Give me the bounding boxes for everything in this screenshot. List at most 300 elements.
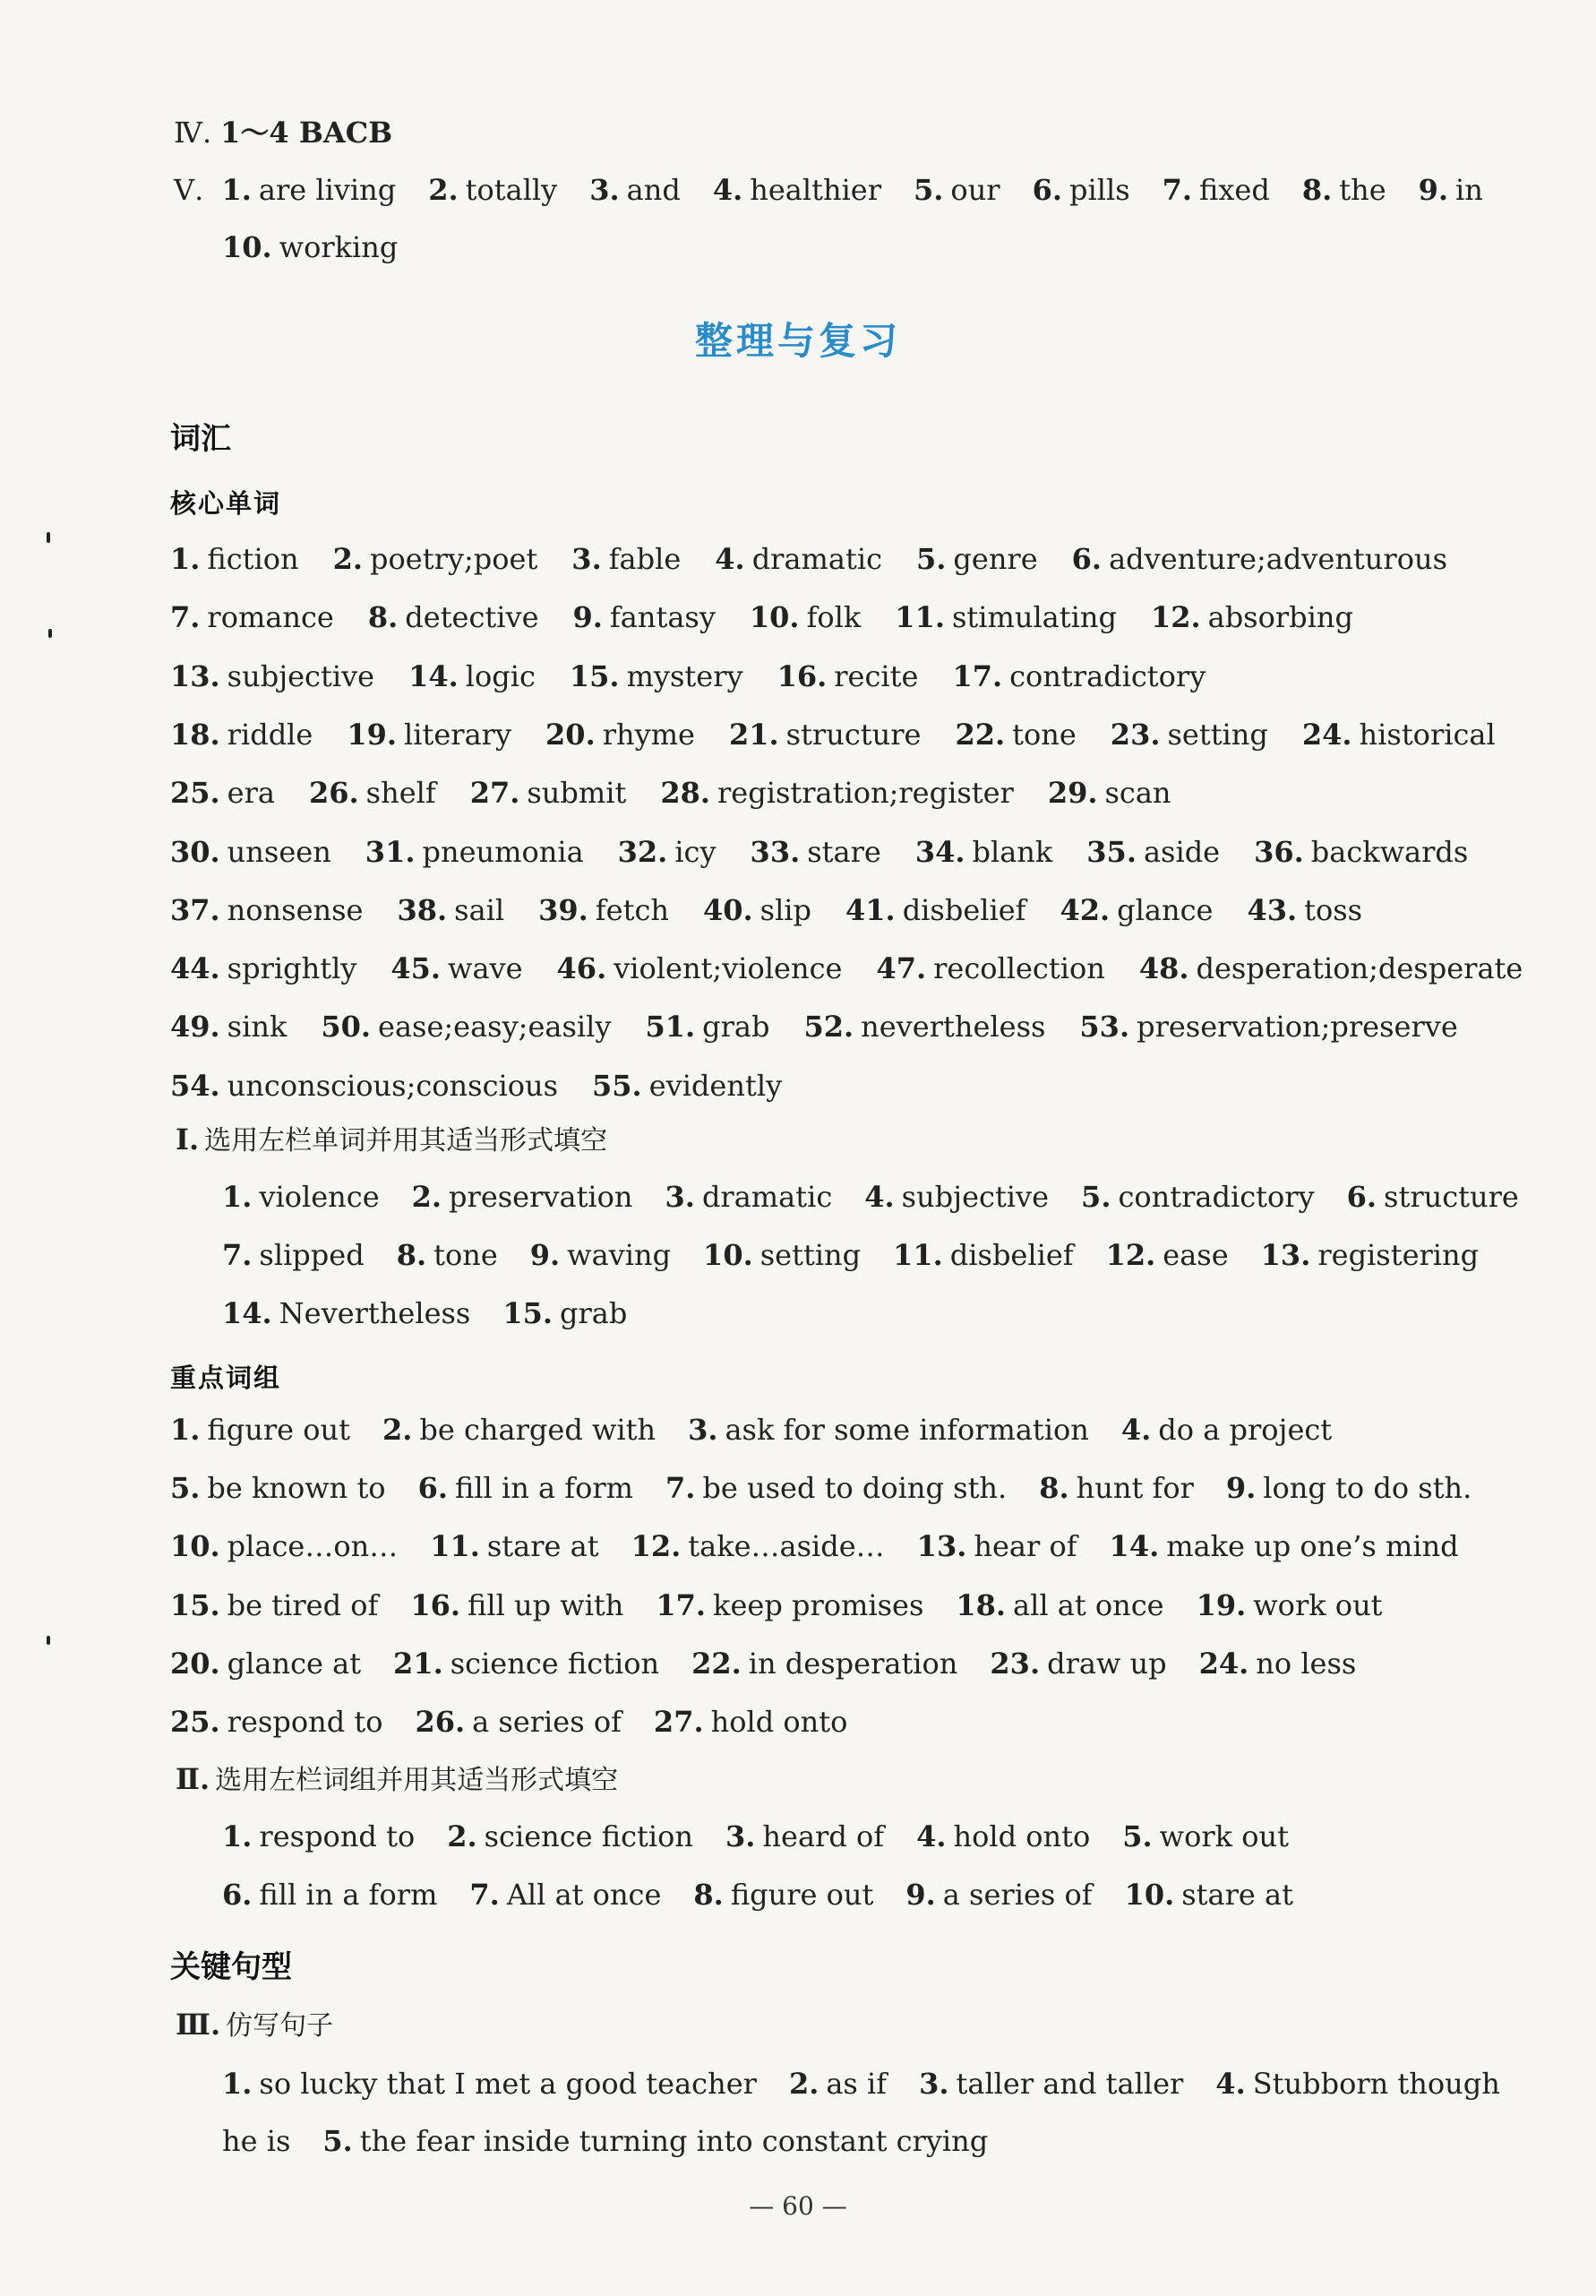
answer-item xyxy=(222,229,398,265)
item-number: 4. xyxy=(1215,2067,1246,2101)
answer-item xyxy=(789,2066,887,2102)
answer-line xyxy=(170,1587,1524,1623)
item-number: 7. xyxy=(665,1471,696,1506)
answer-item xyxy=(222,1179,380,1215)
answer-item xyxy=(618,834,716,870)
answer-line xyxy=(170,1704,1524,1740)
answer-item xyxy=(917,1528,1077,1564)
item-number: 45. xyxy=(390,951,442,986)
item-number: 11. xyxy=(893,1238,943,1272)
item-text: fiction xyxy=(207,542,299,576)
item-text: our xyxy=(950,173,1000,207)
item-text: adventure;adventurous xyxy=(1109,542,1447,576)
item-number: 19. xyxy=(347,717,398,752)
item-text: pills xyxy=(1069,173,1130,207)
item-number: 53. xyxy=(1079,1010,1130,1045)
item-number: 10. xyxy=(1124,1878,1175,1912)
answer-item xyxy=(688,1412,1089,1448)
answer-item xyxy=(956,1587,1163,1623)
item-text: aside xyxy=(1143,834,1221,869)
answer-line xyxy=(170,541,1524,577)
answer-line xyxy=(170,950,1524,986)
answer-item xyxy=(990,1646,1166,1681)
answer-item xyxy=(1151,599,1353,635)
item-text: the xyxy=(1339,173,1386,207)
answer-item xyxy=(1302,172,1386,208)
answer-item xyxy=(170,1412,350,1448)
item-number: 11. xyxy=(430,1529,480,1564)
answer-item xyxy=(1079,1009,1457,1045)
item-number: 21. xyxy=(393,1646,443,1681)
item-number: 8. xyxy=(1301,173,1333,207)
item-text: ask for some information xyxy=(725,1413,1089,1447)
item-text: wave xyxy=(448,951,523,986)
item-number: 29. xyxy=(1047,776,1098,811)
answer-item xyxy=(530,1237,671,1273)
answer-item xyxy=(170,1009,287,1045)
item-number: 27. xyxy=(469,776,520,811)
item-number: 2. xyxy=(382,1413,413,1447)
answer-line xyxy=(170,1068,1524,1104)
answer-item xyxy=(368,599,539,635)
item-number: 9. xyxy=(572,600,603,635)
item-text: violence xyxy=(259,1180,380,1214)
answer-item xyxy=(469,1877,661,1913)
item-number: 52. xyxy=(803,1010,854,1045)
item-number: 5. xyxy=(1081,1180,1111,1214)
item-text: folk xyxy=(806,600,862,635)
answer-item xyxy=(703,892,811,928)
answer-item xyxy=(397,1237,498,1273)
roman-numeral: Ⅳ. xyxy=(174,116,212,150)
item-number: 2. xyxy=(447,1819,477,1853)
answer-item xyxy=(502,1295,627,1331)
item-number: 12. xyxy=(631,1529,682,1564)
item-number: 41. xyxy=(845,892,896,927)
item-number: 4. xyxy=(715,542,745,576)
answer-item xyxy=(321,1009,611,1045)
answer-item xyxy=(1060,892,1214,928)
answer-item xyxy=(905,1877,1092,1913)
item-text: all at once xyxy=(1013,1587,1164,1622)
item-number: 49. xyxy=(170,1010,220,1045)
key-phrases-heading: 重点词组 xyxy=(170,1363,282,1393)
answer-row-v-continued xyxy=(222,229,1524,265)
item-text: fill in a form xyxy=(259,1878,438,1912)
item-text: sink xyxy=(227,1010,287,1045)
item-text: poetry;poet xyxy=(370,542,538,576)
answer-item xyxy=(390,950,522,986)
item-number: 19. xyxy=(1196,1587,1247,1622)
answer-item xyxy=(1261,1237,1479,1273)
item-number: 14. xyxy=(1109,1529,1160,1564)
item-number: 30. xyxy=(170,834,220,869)
item-text: recite xyxy=(834,658,919,693)
item-text: he is xyxy=(222,2124,291,2158)
item-text: take…aside… xyxy=(688,1529,885,1564)
item-text: be known to xyxy=(207,1471,386,1506)
answer-item xyxy=(893,1237,1073,1273)
answer-item xyxy=(656,1587,923,1623)
item-number: 5. xyxy=(1122,1819,1153,1853)
item-text: preservation;preserve xyxy=(1137,1010,1458,1045)
item-text: preservation xyxy=(449,1180,633,1214)
item-number: 4. xyxy=(712,173,743,207)
item-text: disbelief xyxy=(949,1238,1074,1272)
item-number: 7. xyxy=(469,1878,500,1912)
answer-line xyxy=(170,599,1524,635)
item-number: 13. xyxy=(1260,1238,1311,1272)
answer-item xyxy=(845,892,1025,928)
answer-item xyxy=(803,1009,1045,1045)
answer-item xyxy=(170,717,313,752)
item-number: 23. xyxy=(990,1646,1041,1681)
item-number: 24. xyxy=(1198,1646,1249,1681)
item-number: 8. xyxy=(693,1878,724,1912)
item-text: hear of xyxy=(974,1529,1077,1564)
answer-item xyxy=(408,658,536,694)
item-number: 1. xyxy=(222,2067,253,2101)
item-number: 13. xyxy=(170,658,220,693)
scan-mark xyxy=(47,1636,50,1645)
item-text: violent;violence xyxy=(614,951,843,986)
item-number: 17. xyxy=(656,1587,707,1622)
answer-item xyxy=(1111,717,1268,752)
task-title: 选用左栏词组并用其适当形式填空 xyxy=(215,1765,619,1796)
item-text: respond to xyxy=(227,1705,383,1739)
answer-item xyxy=(693,1877,873,1913)
answer-item xyxy=(415,1704,621,1740)
item-text: dramatic xyxy=(751,542,882,576)
item-text: working xyxy=(279,230,399,264)
item-text: Nevertheless xyxy=(279,1296,471,1330)
answer-item xyxy=(713,172,881,208)
item-number: 7. xyxy=(1162,173,1193,207)
item-number: 5. xyxy=(170,1471,201,1506)
item-text: heard of xyxy=(762,1819,885,1853)
item-number: 10. xyxy=(222,230,272,264)
answer-line xyxy=(170,1412,1524,1448)
item-text: evidently xyxy=(648,1068,783,1103)
item-number: 26. xyxy=(415,1705,466,1739)
item-text: no less xyxy=(1256,1646,1357,1681)
answer-item xyxy=(1033,172,1130,208)
item-number: 6. xyxy=(1346,1180,1377,1214)
answer-item xyxy=(170,658,374,694)
answer-item xyxy=(1139,950,1523,986)
item-number: 9. xyxy=(529,1238,561,1272)
item-text: romance xyxy=(207,600,334,635)
answer-item xyxy=(410,1587,623,1623)
answer-item xyxy=(428,172,557,208)
item-text: stare at xyxy=(486,1529,599,1564)
item-text: are living xyxy=(258,173,397,207)
answer-item xyxy=(557,950,843,986)
item-number: 31. xyxy=(365,834,416,869)
item-number: 8. xyxy=(1039,1471,1069,1506)
answer-item xyxy=(715,541,882,577)
item-text: science fiction xyxy=(450,1646,660,1681)
answer-item xyxy=(1072,541,1447,577)
item-number: 22. xyxy=(691,1646,742,1681)
answer-item xyxy=(777,658,919,694)
item-text: unconscious;conscious xyxy=(227,1068,559,1103)
answer-item xyxy=(570,658,743,694)
item-text: logic xyxy=(465,658,536,693)
item-text: taller and taller xyxy=(956,2067,1184,2101)
item-number: 21. xyxy=(728,717,779,752)
item-text: mystery xyxy=(626,658,743,693)
answer-item xyxy=(222,2123,290,2159)
item-number: 8. xyxy=(396,1238,427,1272)
answer-item xyxy=(955,717,1076,752)
answer-item xyxy=(1039,1470,1194,1506)
item-number: 5. xyxy=(915,542,947,576)
answer-item xyxy=(382,1412,656,1448)
answer-item xyxy=(170,1528,398,1564)
answer-item xyxy=(916,541,1038,577)
item-number: 6. xyxy=(1032,173,1062,207)
item-number: 1. xyxy=(170,542,201,576)
item-text: glance xyxy=(1117,892,1214,927)
item-text: unseen xyxy=(227,834,331,869)
item-text: draw up xyxy=(1047,1646,1167,1681)
item-number: 7. xyxy=(170,600,201,635)
answer-line xyxy=(170,892,1524,928)
task-title: 选用左栏单词并用其适当形式填空 xyxy=(204,1125,608,1157)
item-number: 2. xyxy=(332,542,364,576)
item-number: 25. xyxy=(170,776,220,811)
answer-line xyxy=(222,1819,1524,1854)
item-text: as if xyxy=(826,2067,888,2101)
item-text: so lucky that I met a good teacher xyxy=(259,2067,757,2101)
scan-mark xyxy=(48,629,52,638)
answer-line xyxy=(170,1646,1524,1681)
answer-item xyxy=(222,1877,437,1913)
item-text: nevertheless xyxy=(861,1010,1046,1045)
answer-line xyxy=(170,658,1524,694)
item-number: 5. xyxy=(914,173,944,207)
answer-item xyxy=(430,1528,598,1564)
item-text: fill up with xyxy=(468,1587,624,1622)
item-number: 34. xyxy=(914,834,965,869)
answer-line xyxy=(170,834,1524,870)
answer-item xyxy=(397,892,504,928)
answer-item xyxy=(170,892,363,928)
item-number: 15. xyxy=(569,658,620,693)
answer-item xyxy=(538,892,669,928)
item-text: Stubborn though xyxy=(1252,2067,1500,2101)
answer-item xyxy=(1226,1470,1472,1506)
answer-item xyxy=(222,1237,365,1273)
item-number: 13. xyxy=(916,1529,967,1564)
item-text: structure xyxy=(1384,1180,1519,1214)
item-number: 40. xyxy=(702,892,753,927)
answer-item xyxy=(1247,892,1362,928)
item-number: 25. xyxy=(170,1705,220,1739)
answer-item xyxy=(1419,172,1483,208)
item-number: 6. xyxy=(1071,542,1103,576)
answer-item xyxy=(645,1009,769,1045)
item-text: dramatic xyxy=(701,1180,833,1214)
item-number: 2. xyxy=(788,2067,819,2101)
answer-item xyxy=(589,172,681,208)
item-text: ease xyxy=(1163,1238,1229,1272)
answer-line xyxy=(170,1470,1524,1506)
item-text: science fiction xyxy=(484,1819,693,1853)
answer-item xyxy=(322,2123,988,2159)
item-number: 27. xyxy=(653,1705,704,1739)
answer-item xyxy=(1254,834,1468,870)
answer-item xyxy=(1302,717,1496,752)
item-text: nonsense xyxy=(227,892,364,927)
core-words-heading: 核心单词 xyxy=(170,488,282,519)
item-number: 26. xyxy=(308,776,359,811)
item-number: 20. xyxy=(170,1646,220,1681)
answer-item xyxy=(1110,1528,1459,1564)
answer-item xyxy=(914,172,1000,208)
item-number: 36. xyxy=(1254,834,1304,869)
answer-item xyxy=(170,1068,558,1104)
item-text: submit xyxy=(527,776,627,811)
item-number: 55. xyxy=(592,1068,642,1103)
item-text: contradictory xyxy=(1009,658,1206,693)
answer-item xyxy=(1081,1179,1315,1215)
item-text: do a project xyxy=(1158,1413,1333,1447)
item-number: 38. xyxy=(397,892,448,927)
answer-item xyxy=(1197,1587,1383,1623)
item-text: backwards xyxy=(1310,834,1469,869)
item-number: 28. xyxy=(660,776,710,811)
answer-item xyxy=(864,1179,1049,1215)
answer-item xyxy=(665,1470,1007,1506)
answer-item xyxy=(170,1646,361,1681)
item-text: sail xyxy=(454,892,505,927)
item-text: slip xyxy=(759,892,812,927)
item-text: hold onto xyxy=(710,1705,848,1739)
item-number: 10. xyxy=(703,1238,753,1272)
item-text: be charged with xyxy=(419,1413,656,1447)
section-title: 整理与复习 xyxy=(694,319,901,363)
answer-item xyxy=(631,1528,885,1564)
answer-line xyxy=(170,717,1524,752)
item-number: 2. xyxy=(428,173,459,207)
item-text: disbelief xyxy=(902,892,1026,927)
answer-line xyxy=(222,2066,1524,2102)
roman-numeral: Ⅰ. xyxy=(176,1122,200,1157)
answer-item xyxy=(170,1587,378,1623)
item-text: tone xyxy=(1012,717,1077,752)
item-number: 9. xyxy=(1225,1471,1257,1506)
item-text: slipped xyxy=(259,1238,365,1272)
item-text: recollection xyxy=(933,951,1105,986)
item-number: 10. xyxy=(170,1529,220,1564)
item-number: 6. xyxy=(417,1471,448,1506)
item-number: 17. xyxy=(952,658,1003,693)
item-number: 14. xyxy=(222,1296,272,1330)
item-text: grab xyxy=(560,1296,628,1330)
item-number: 16. xyxy=(777,658,828,693)
answer-item xyxy=(418,1470,633,1506)
item-number: 8. xyxy=(367,600,399,635)
item-text: stare at xyxy=(1181,1878,1293,1912)
answer-item xyxy=(919,2066,1183,2102)
answer-item xyxy=(309,775,436,811)
item-text: and xyxy=(626,173,681,207)
item-text: setting xyxy=(759,1238,862,1272)
item-text: be tired of xyxy=(227,1587,379,1622)
answer-item xyxy=(1048,775,1171,811)
answer-row-iv xyxy=(174,115,1524,150)
answer-item xyxy=(393,1646,659,1681)
task-2-heading xyxy=(176,1761,618,1799)
item-number: 9. xyxy=(1418,173,1449,207)
roman-numeral: Ⅲ. xyxy=(176,2008,221,2042)
answer-item xyxy=(545,717,695,752)
item-number: 1. xyxy=(170,1413,201,1447)
answer-item xyxy=(1121,1412,1332,1448)
vocab-heading: 词汇 xyxy=(170,421,231,457)
item-number: 35. xyxy=(1086,834,1137,869)
item-number: 9. xyxy=(905,1878,936,1912)
answer-item xyxy=(876,950,1104,986)
item-number: 3. xyxy=(571,542,602,576)
item-text: the fear inside turning into constant crying xyxy=(359,2124,989,2158)
answer-item xyxy=(1347,1179,1519,1215)
answer-item xyxy=(170,775,275,811)
scan-mark xyxy=(47,532,50,543)
item-text: icy xyxy=(674,834,716,869)
item-text: fetch xyxy=(595,892,669,927)
item-text: toss xyxy=(1304,892,1363,927)
item-number: 3. xyxy=(688,1413,718,1447)
answer-item xyxy=(221,172,396,208)
item-text: keep promises xyxy=(713,1587,924,1622)
answer-item xyxy=(665,1179,833,1215)
item-text: registration;register xyxy=(717,776,1014,811)
item-number: 44. xyxy=(170,951,220,986)
item-text: era xyxy=(227,776,275,811)
item-text: fixed xyxy=(1199,173,1270,207)
item-text: in desperation xyxy=(748,1646,958,1681)
item-text: All at once xyxy=(506,1878,662,1912)
item-text: a series of xyxy=(472,1705,622,1739)
answer-item xyxy=(952,658,1206,694)
answer-item xyxy=(691,1646,957,1681)
item-text: structure xyxy=(785,717,922,752)
item-text: tone xyxy=(433,1238,498,1272)
item-number: 46. xyxy=(556,951,607,986)
answer-item xyxy=(729,717,921,752)
item-number: 3. xyxy=(589,173,620,207)
answer-item xyxy=(170,541,299,577)
answer-item xyxy=(1199,1646,1357,1681)
item-number: 23. xyxy=(1110,717,1161,752)
item-number: 18. xyxy=(956,1587,1007,1622)
item-text: blank xyxy=(972,834,1053,869)
item-number: 4. xyxy=(916,1819,947,1853)
item-text: absorbing xyxy=(1207,600,1353,635)
task-3-heading xyxy=(176,2007,333,2044)
answer-item xyxy=(222,1819,415,1854)
item-number: 37. xyxy=(170,892,220,927)
answer-item xyxy=(170,834,331,870)
task-title: 仿写句子 xyxy=(226,2010,334,2042)
answer-item xyxy=(470,775,627,811)
answer-text: 1～4 BACB xyxy=(220,116,393,150)
answer-item xyxy=(750,599,861,635)
answer-item xyxy=(1215,2066,1500,2102)
